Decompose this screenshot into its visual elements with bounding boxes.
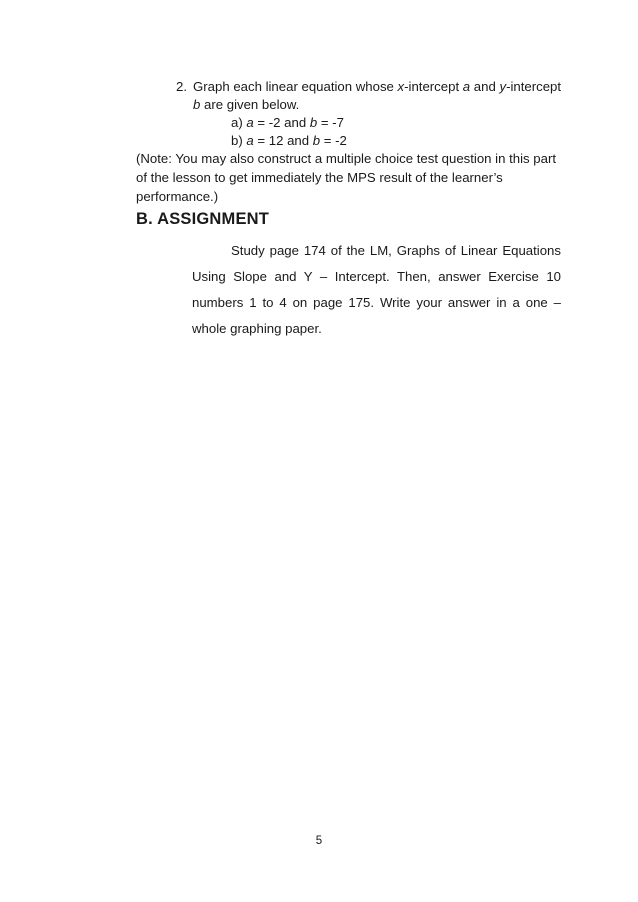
sub-b-a-variable: a <box>246 133 254 148</box>
sub-b-prefix: b) <box>231 133 247 148</box>
b-variable: b <box>193 97 201 112</box>
x-variable: x <box>397 79 405 94</box>
sub-a-suffix: = -7 <box>317 115 344 130</box>
item-2-text-pre: Graph each linear equation whose <box>193 79 398 94</box>
sub-a-mid: = -2 and <box>253 115 310 130</box>
assignment-paragraph: Study page 174 of the LM, Graphs of Linear Equations Using Slope and Y – Intercept. Then, answer Exercise 10 numbers 1 to 4 on page 175. Write your answer in a one – whole graphing paper. <box>192 243 561 336</box>
sub-b-mid: = 12 and <box>253 133 313 148</box>
teacher-note: (Note: You may also construct a multiple choice test question in this part of the lesson to get immediately the MPS result of the learner’s performance.) <box>136 151 557 204</box>
item-2-text-post: are given below. <box>200 97 300 112</box>
item-number: 2. <box>176 79 187 94</box>
item-2-text-mid2: and <box>470 79 500 94</box>
a-variable: a <box>462 79 471 94</box>
y-variable: y <box>499 79 507 94</box>
section-heading: B. ASSIGNMENT <box>136 210 270 228</box>
sub-a-a-variable: a <box>246 115 254 130</box>
item-2-text-mid3: -intercept <box>506 79 562 94</box>
page-number: 5 <box>315 835 323 847</box>
sub-b-suffix: = -2 <box>320 133 347 148</box>
item-2-text <box>193 78 565 114</box>
sub-a-b-variable: b <box>309 115 318 130</box>
sub-item-b <box>231 132 347 150</box>
sub-a-prefix: a) <box>231 115 247 130</box>
item-2-text-mid1: -intercept <box>404 79 463 94</box>
sub-b-b-variable: b <box>312 133 321 148</box>
sub-item-a <box>231 114 344 132</box>
